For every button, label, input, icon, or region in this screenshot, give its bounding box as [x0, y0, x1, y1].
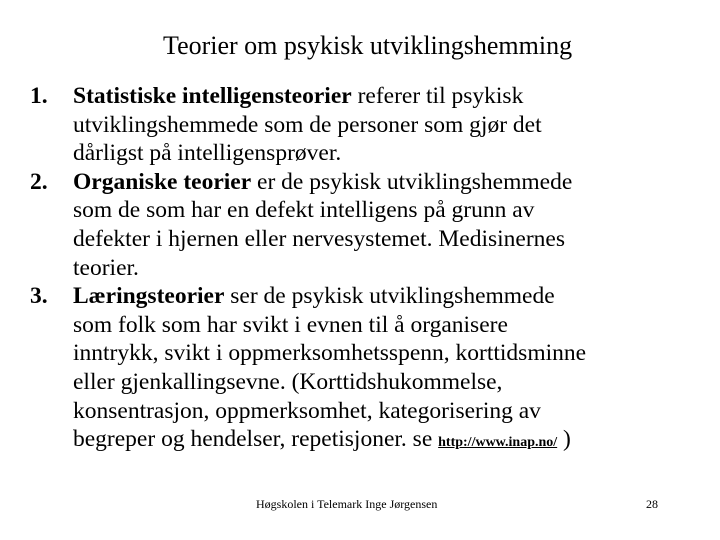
- item-text: er de psykisk utviklingshemmede: [251, 168, 573, 195]
- item-text: begreper og hendelser, repetisjoner. se: [73, 426, 439, 453]
- item-term: Statistiske intelligensteorier: [73, 83, 352, 109]
- item-line: defekter i hjernen eller nervesystemet. Medisinernes: [73, 225, 565, 252]
- list-item: [30, 168, 720, 282]
- item-line: eller gjenkallingsevne. (Korttidshukommelse,: [73, 368, 503, 395]
- list-item: [30, 282, 720, 458]
- item-line: utviklingshemmede som de personer som gjør det: [73, 111, 542, 138]
- item-line: [73, 168, 720, 197]
- item-line: inntrykk, svikt i oppmerksomhetsspenn, korttidsminne: [73, 340, 587, 367]
- item-line: konsentrasjon, oppmerksomhet, kategorisering av: [73, 397, 541, 424]
- theory-list: [30, 82, 720, 458]
- item-term: Organiske teorier: [73, 168, 252, 195]
- slide-title: Teorier om psykisk utviklingshemming: [163, 31, 573, 60]
- item-line: dårligst på intelligensprøver.: [73, 140, 342, 167]
- item-line: teorier.: [73, 254, 139, 281]
- item-line: [73, 282, 720, 311]
- item-number: 2.: [30, 168, 48, 195]
- item-number: 1.: [30, 83, 48, 109]
- item-text: referer til psykisk: [351, 83, 524, 109]
- item-line: [73, 82, 720, 111]
- item-line: som folk som har svikt i evnen til å organisere: [73, 311, 508, 338]
- footer-author: Høgskolen i Telemark Inge Jørgensen: [256, 497, 438, 511]
- closing-paren: ): [557, 426, 571, 453]
- item-number: 3.: [30, 283, 48, 310]
- list-item: [30, 82, 720, 168]
- item-line: [73, 425, 720, 458]
- item-text: ser de psykisk utviklingshemmede: [224, 283, 555, 310]
- item-term: Læringsteorier: [73, 283, 225, 310]
- inap-link[interactable]: http://www.inap.no/: [438, 435, 558, 451]
- item-line: som de som har en defekt intelligens på grunn av: [73, 197, 535, 224]
- page-number: 28: [646, 497, 658, 511]
